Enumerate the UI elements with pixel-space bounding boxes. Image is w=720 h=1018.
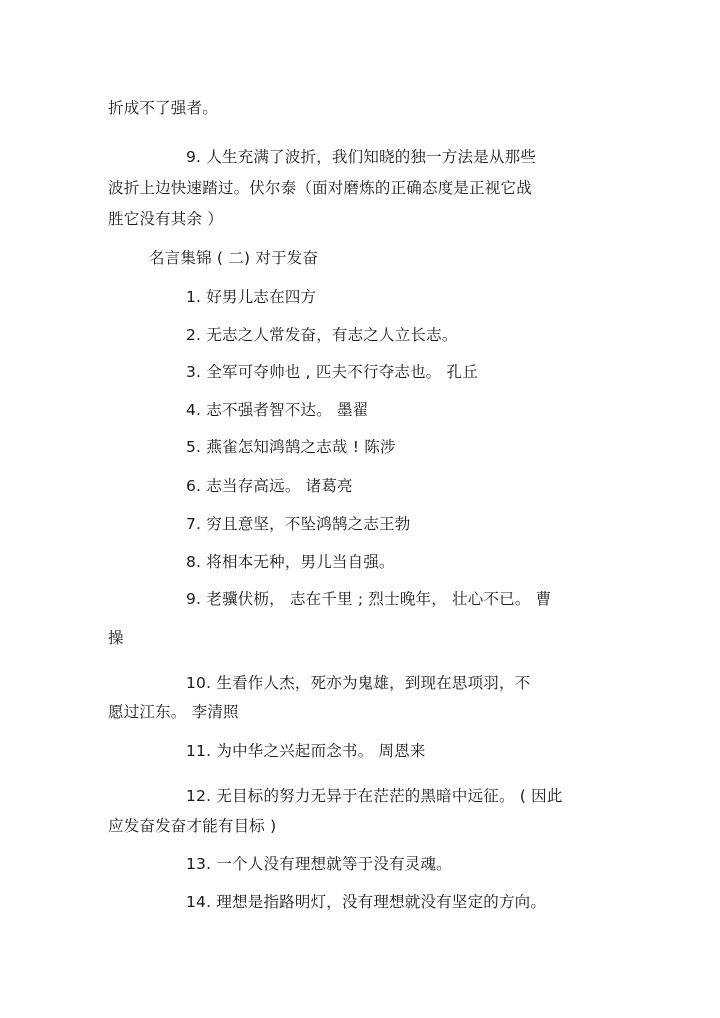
text-line: 折成不了强者。 (108, 99, 218, 117)
text-line: 3. 全军可夺帅也 , 匹夫不行夺志也。 孔丘 (186, 363, 479, 381)
text-line: 4. 志不强者智不达。 墨翟 (186, 401, 369, 419)
text-line: 2. 无志之人常发奋，有志之人立长志。 (186, 326, 458, 344)
section-heading: 名言集锦 ( 二) 对于发奋 (149, 249, 319, 267)
text-line: 波折上边快速踏过。伏尔泰（面对磨炼的正确态度是正视它战 (108, 179, 532, 197)
text-line: 9. 老骥伏枥， 志在千里 ; 烈士晚年， 壮心不已。 曹 (186, 590, 552, 608)
text-line: 6. 志当存高远。 诸葛亮 (186, 477, 353, 495)
text-line: 9. 人生充满了波折，我们知晓的独一方法是从那些 (186, 148, 537, 166)
text-line: 14. 理想是指路明灯，没有理想就没有坚定的方向。 (186, 893, 547, 911)
text-line: 愿过江东。 李清照 (108, 703, 239, 721)
text-line: 10. 生看作人杰，死亦为鬼雄，到现在思项羽，不 (186, 674, 531, 692)
text-line: 1. 好男儿志在四方 (186, 288, 317, 306)
text-line: 13. 一个人没有理想就等于没有灵魂。 (186, 855, 452, 873)
text-line: 11. 为中华之兴起而念书。 周恩来 (186, 742, 426, 760)
text-line: 7. 穷且意坚，不坠鸿鹄之志王勃 (186, 515, 411, 533)
text-line: 12. 无目标的努力无异于在茫茫的黑暗中远征。 ( 因此 (186, 787, 563, 805)
text-line: 应发奋发奋才能有目标 ) (108, 817, 277, 835)
text-line: 8. 将相本无种，男儿当自强。 (186, 553, 395, 571)
text-line: 胜它没有其余 ） (108, 210, 224, 228)
text-line: 操 (108, 629, 124, 647)
text-line: 5. 燕雀怎知鸿鹄之志哉 ! 陈涉 (186, 438, 396, 456)
